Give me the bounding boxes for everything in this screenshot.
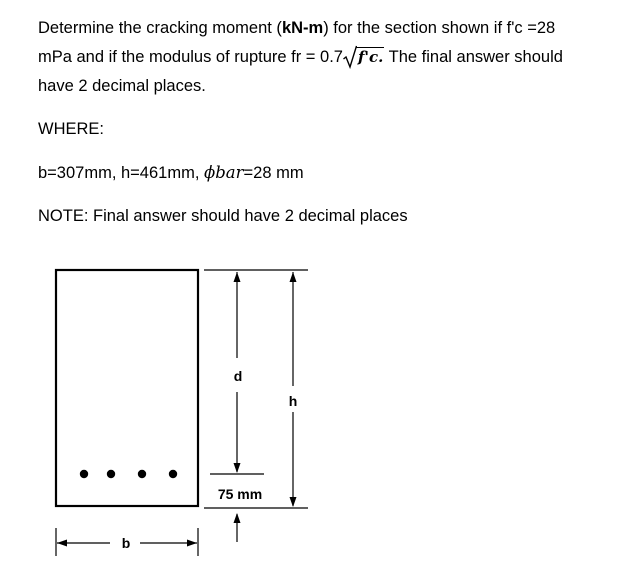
line3: have 2 decimal places. bbox=[38, 77, 206, 95]
arrow-up-icon bbox=[234, 513, 241, 523]
note-text: NOTE: Final answer should have 2 decimal places bbox=[38, 207, 408, 225]
beam-section-outline bbox=[56, 270, 198, 506]
label-d: d bbox=[233, 368, 243, 384]
rebar-dot bbox=[80, 470, 88, 478]
line2-post: The final answer should bbox=[384, 48, 563, 66]
arrow-up-icon bbox=[234, 272, 241, 282]
arrow-left-icon bbox=[57, 540, 67, 547]
line1-post: ) for the section shown if f'c =28 bbox=[323, 19, 556, 37]
arrow-down-icon bbox=[234, 463, 241, 473]
given-suffix: =28 mm bbox=[243, 164, 304, 182]
arrow-down-icon bbox=[290, 497, 297, 507]
phi-bar-symbol: ϕbar bbox=[204, 163, 244, 182]
where-label: WHERE: bbox=[38, 120, 104, 138]
h-dimension bbox=[290, 272, 297, 507]
label-cover: 75 mm bbox=[217, 486, 263, 502]
arrow-right-icon bbox=[187, 540, 197, 547]
line1-pre: Determine the cracking moment ( bbox=[38, 19, 282, 37]
line2-pre: mPa and if the modulus of rupture fr = 0.7 bbox=[38, 48, 343, 66]
label-b: b bbox=[121, 535, 131, 551]
label-h: h bbox=[288, 393, 298, 409]
given-prefix: b=307mm, h=461mm, bbox=[38, 164, 204, 182]
cover-arrow bbox=[234, 513, 241, 542]
rebar-dot bbox=[107, 470, 115, 478]
rebar-dot bbox=[169, 470, 177, 478]
unit-bold: kN-m bbox=[281, 19, 324, 37]
rebar-dot bbox=[138, 470, 146, 478]
arrow-up-icon bbox=[290, 272, 297, 282]
reinforcing-bars bbox=[80, 470, 177, 478]
sqrt-radicand: f'c. bbox=[357, 48, 384, 66]
